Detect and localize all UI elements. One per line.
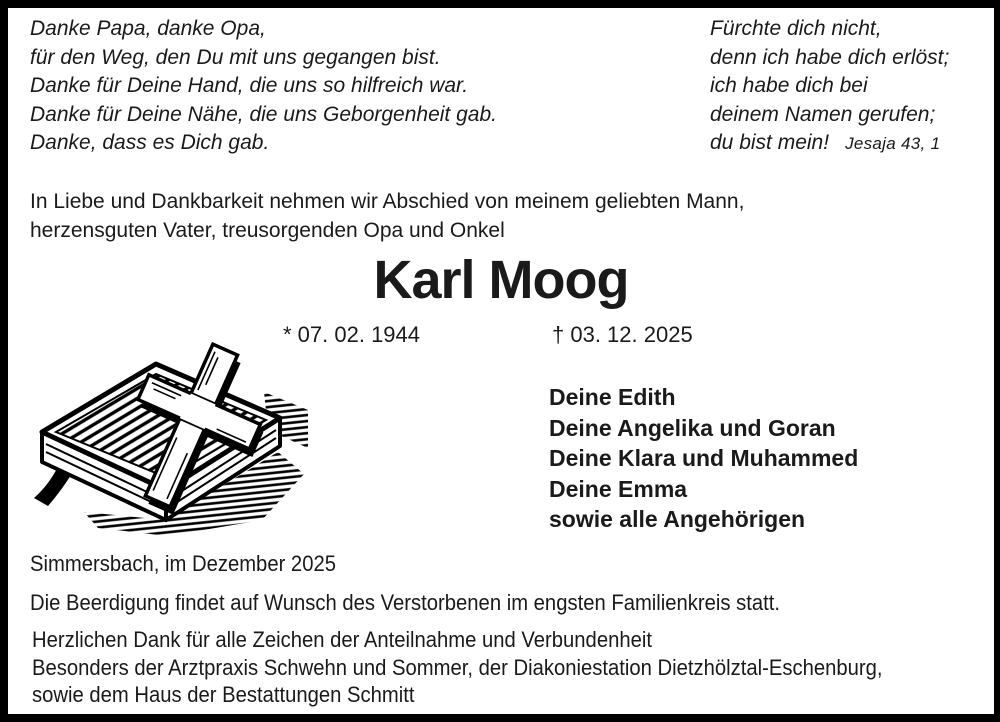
verse-line: du bist mein! [710,131,830,154]
verse-last-line [710,129,949,159]
poem-line: Danke, dass es Dich gab. [30,131,270,154]
poem-line: Danke Papa, danke Opa, [30,17,266,40]
verse-line: denn ich habe dich erlöst; [710,45,950,69]
intro-line-1: In Liebe und Dankbarkeit nehmen wir Abschied von meinem geliebten Mann, [30,190,745,213]
dedication-poem [30,15,497,158]
mourner-line: Deine Klara und Muhammed [549,445,859,471]
scripture-source: Jesaja 43, 1 [845,134,941,153]
verse-line: ich habe dich bei [710,74,868,97]
mourner-line: sowie alle Angehörigen [549,506,806,532]
place-date-line: Simmersbach, im Dezember 2025 [30,551,336,576]
verse-line: Fürchte dich nicht, [710,17,882,40]
bible-cross-icon [26,334,310,538]
mourner-line: Deine Emma [549,475,688,502]
thanks-line-2: Besonders der Arztpraxis Schwehn und Sommer, der Diakoniestation Dietzhölztal-Eschenburg, [32,654,883,680]
poem-line: Danke für Deine Hand, die uns so hilfreich war. [30,74,469,97]
obituary-notice-card [8,8,994,714]
thanks-line-3: sowie dem Haus der Bestattungen Schmitt [32,682,415,707]
intro-line-2: herzensguten Vater, treusorgenden Opa und Onkel [30,219,505,242]
poem-line: für den Weg, den Du mit uns gegangen bist. [30,45,441,69]
death-date: † 03. 12. 2025 [552,322,693,347]
bible-cross-illustration [26,334,310,543]
poem-line: Danke für Deine Nähe, die uns Geborgenheit gab. [30,102,497,126]
scripture-verse [710,15,949,159]
verse-line: deinem Namen gerufen; [710,102,936,126]
mourners-list [549,382,858,535]
deceased-name: Karl Moog [373,250,629,310]
thanks-block [32,626,956,709]
birth-date: * 07. 02. 1944 [283,322,421,347]
mourner-line: Deine Edith [549,384,676,410]
funeral-notice: Die Beerdigung findet auf Wunsch des Verstorbenen im engsten Familienkreis statt. [30,590,781,615]
thanks-line-1: Herzlichen Dank für alle Zeichen der Anteilnahme und Verbundenheit [32,627,652,652]
intro-text [30,187,744,245]
mourner-line: Deine Angelika und Goran [549,414,836,441]
